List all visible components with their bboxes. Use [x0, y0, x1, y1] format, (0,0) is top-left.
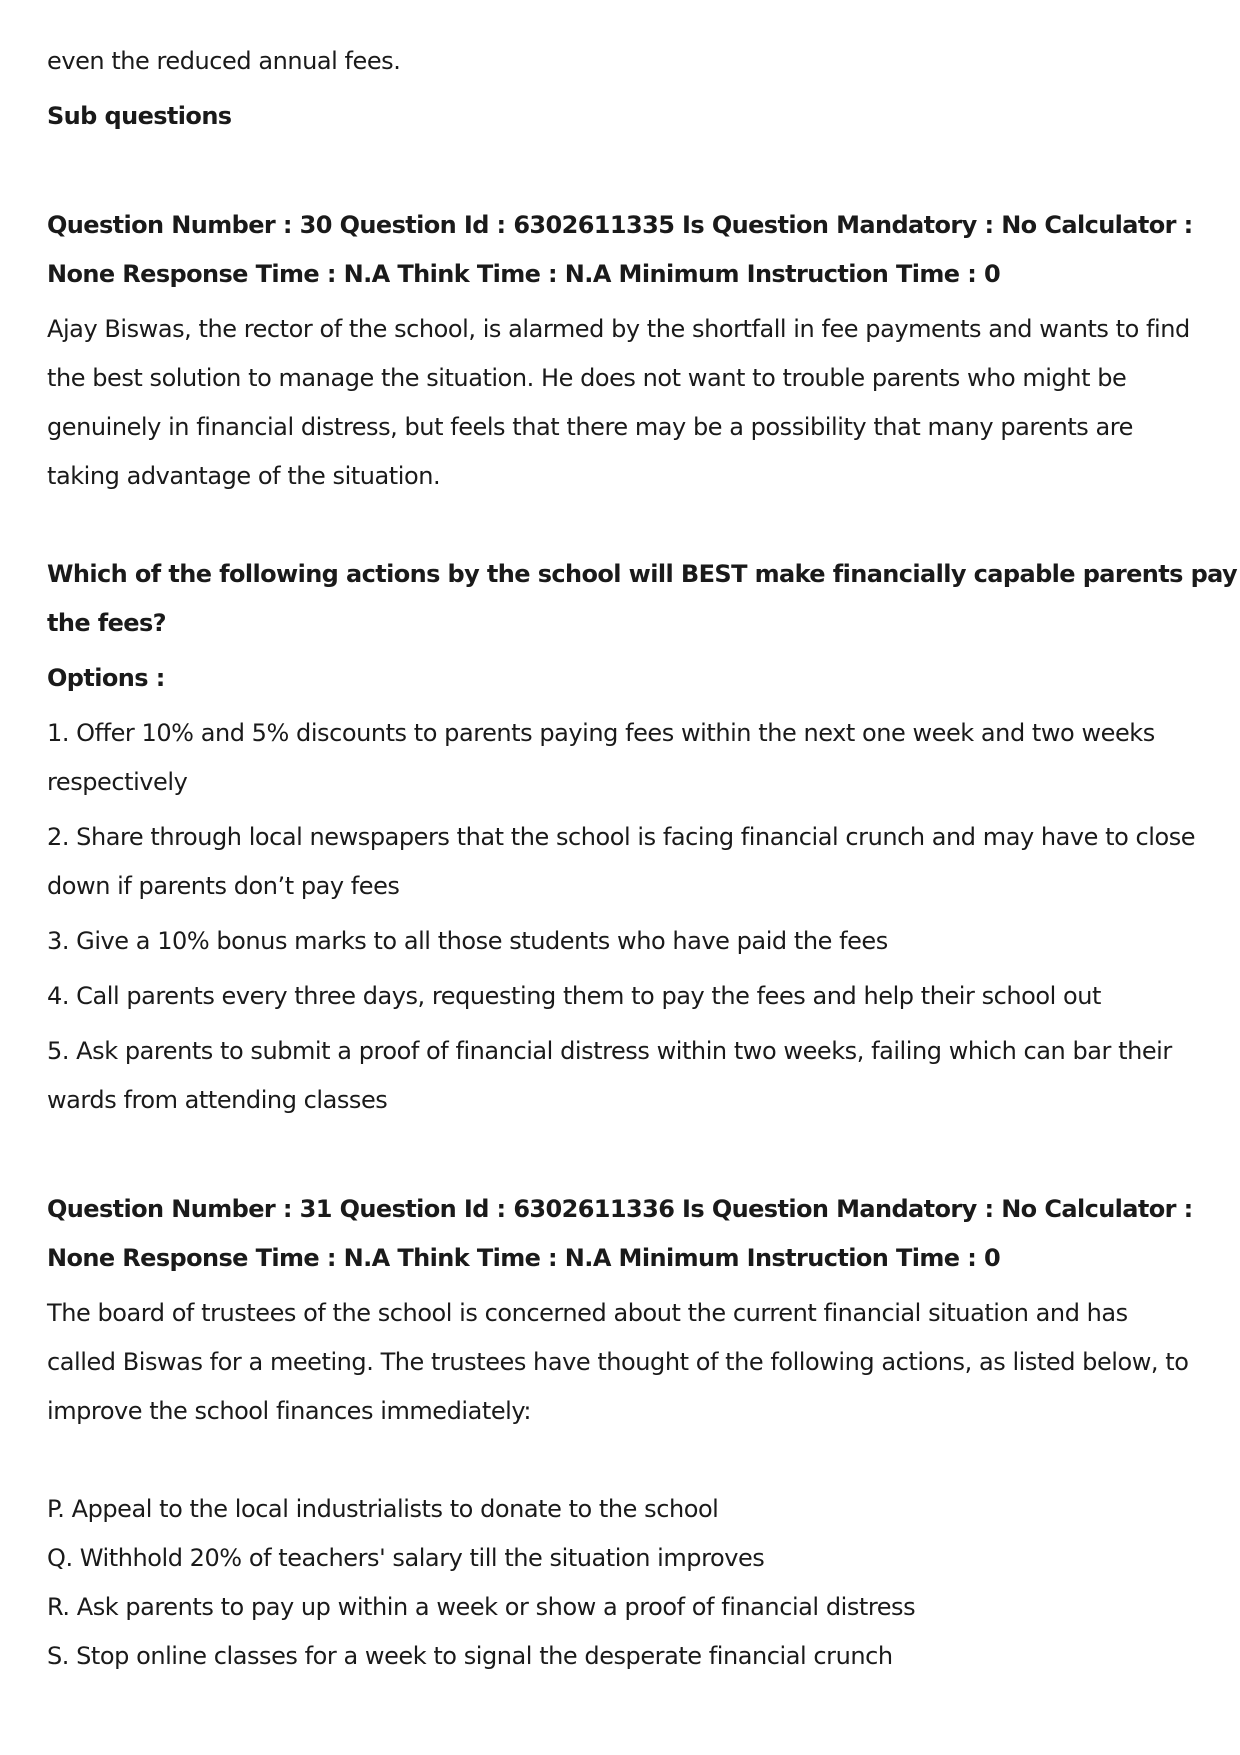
- sub-questions-heading: Sub questions: [47, 102, 232, 130]
- question-30-option-line: 3. Give a 10% bonus marks to all those students who have paid the fees: [47, 927, 888, 955]
- question-30-passage-line: Ajay Biswas, the rector of the school, is alarmed by the shortfall in fee payments and wants to find: [47, 315, 1190, 343]
- question-31-action-item: Q. Withhold 20% of teachers' salary till the situation improves: [47, 1544, 765, 1572]
- question-31-passage-line: called Biswas for a meeting. The trustees have thought of the following actions, as listed below, to: [47, 1348, 1189, 1376]
- question-31-meta-line-2: None Response Time : N.A Think Time : N.A Minimum Instruction Time : 0: [47, 1244, 1001, 1272]
- question-31-action-item: P. Appeal to the local industrialists to donate to the school: [47, 1495, 719, 1523]
- question-31-action-item: R. Ask parents to pay up within a week or show a proof of financial distress: [47, 1593, 916, 1621]
- question-31-passage-line: The board of trustees of the school is concerned about the current financial situation and has: [47, 1299, 1128, 1327]
- question-30-options-label: Options :: [47, 664, 165, 692]
- question-30-passage-line: the best solution to manage the situation. He does not want to trouble parents who might be: [47, 364, 1127, 392]
- question-30-option-line: 5. Ask parents to submit a proof of financial distress within two weeks, failing which can bar their: [47, 1037, 1172, 1065]
- question-31-meta-line-1: Question Number : 31 Question Id : 6302611336 Is Question Mandatory : No Calculator :: [47, 1195, 1193, 1223]
- question-30-option-line: wards from attending classes: [47, 1086, 388, 1114]
- question-30-option-line: 2. Share through local newspapers that the school is facing financial crunch and may have to close: [47, 823, 1196, 851]
- question-30-meta-line-2: None Response Time : N.A Think Time : N.A Minimum Instruction Time : 0: [47, 260, 1001, 288]
- question-30-option-line: 1. Offer 10% and 5% discounts to parents paying fees within the next one week and two weeks: [47, 719, 1155, 747]
- question-30-stem-line: the fees?: [47, 609, 166, 637]
- question-31-action-item: S. Stop online classes for a week to signal the desperate financial crunch: [47, 1642, 893, 1670]
- intro-continuation: even the reduced annual fees.: [47, 47, 401, 75]
- question-30-option-line: down if parents don’t pay fees: [47, 872, 400, 900]
- question-30-passage-line: genuinely in financial distress, but feels that there may be a possibility that many parents are: [47, 413, 1133, 441]
- question-31-passage-line: improve the school finances immediately:: [47, 1397, 532, 1425]
- question-30-passage-line: taking advantage of the situation.: [47, 462, 441, 490]
- question-30-option-line: respectively: [47, 768, 188, 796]
- question-30-option-line: 4. Call parents every three days, requesting them to pay the fees and help their school out: [47, 982, 1101, 1010]
- question-30-stem-line: Which of the following actions by the school will BEST make financially capable parents pay: [47, 560, 1238, 588]
- question-30-meta-line-1: Question Number : 30 Question Id : 6302611335 Is Question Mandatory : No Calculator :: [47, 211, 1193, 239]
